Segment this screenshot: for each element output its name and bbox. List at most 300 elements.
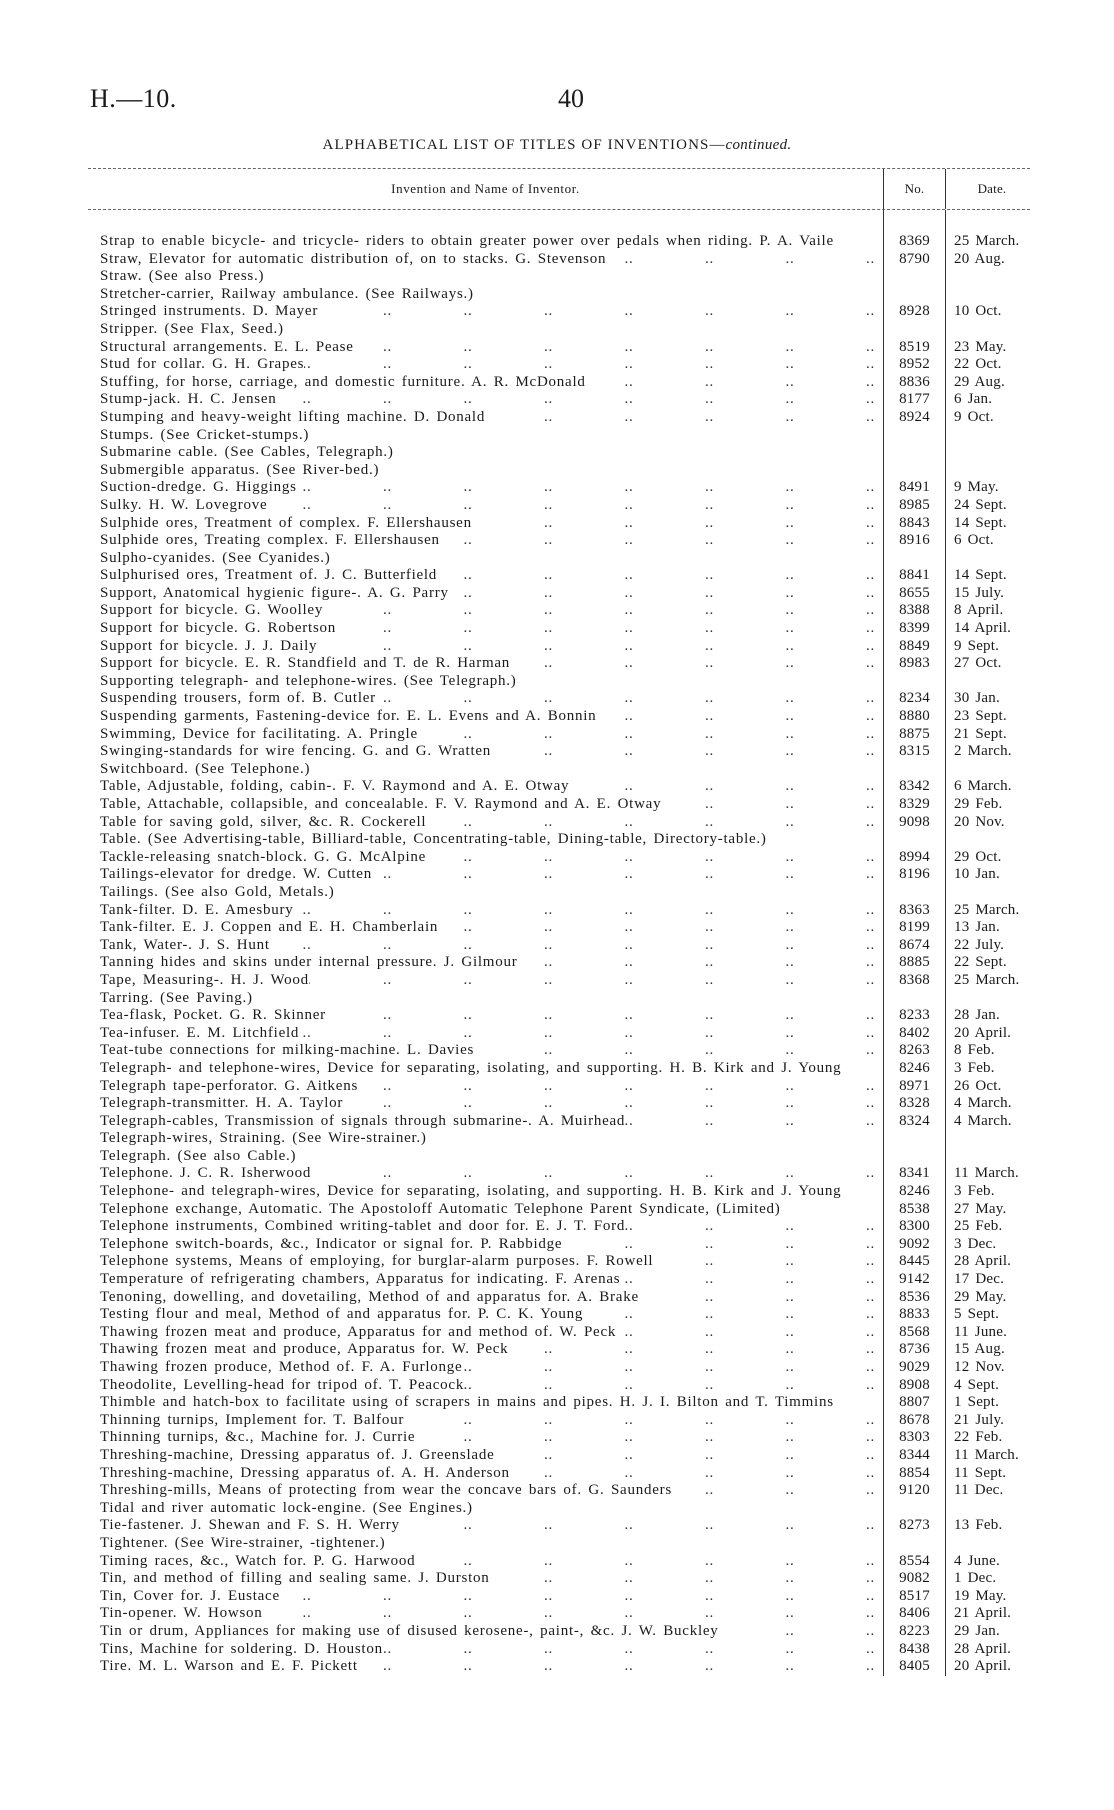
- patent-number: 8324: [883, 1113, 945, 1131]
- invention-title: Support for bicycle. G. Robertson: [100, 620, 337, 637]
- table-row: [88, 1553, 1030, 1571]
- invention-cell: [88, 1324, 883, 1342]
- application-date: 11 Dec.: [945, 1482, 1030, 1500]
- application-date: [945, 831, 1030, 849]
- dot-leader: [490, 1570, 876, 1588]
- invention-cell: [88, 409, 883, 427]
- patent-number: 8678: [883, 1412, 945, 1430]
- dot-leader: [400, 1517, 875, 1535]
- invention-cell: [88, 1042, 883, 1060]
- patent-number: 8885: [883, 954, 945, 972]
- application-date: 29 Oct.: [945, 849, 1030, 867]
- invention-title: Tidal and river automatic lock-engine. (See Engines.): [100, 1499, 473, 1516]
- patent-number: 8328: [883, 1095, 945, 1113]
- application-date: 20 April.: [945, 1658, 1030, 1676]
- application-date: [945, 1535, 1030, 1553]
- invention-title: Tire. M. L. Warson and E. F. Pickett: [100, 1658, 358, 1675]
- application-date: 3 Feb.: [945, 1183, 1030, 1201]
- invention-title: Tins, Machine for soldering. D. Houston: [100, 1640, 383, 1657]
- table-row: [88, 690, 1030, 708]
- dot-leader: [719, 1623, 875, 1641]
- invention-title: Straw. (See also Press.): [100, 268, 265, 285]
- table-row: [88, 655, 1030, 673]
- application-date: 14 April.: [945, 620, 1030, 638]
- patent-number: 8875: [883, 726, 945, 744]
- table-row: [88, 1218, 1030, 1236]
- application-date: 22 Feb.: [945, 1429, 1030, 1447]
- invention-title: Tank-filter. D. E. Amesbury: [100, 901, 294, 918]
- application-date: 28 Jan.: [945, 1007, 1030, 1025]
- application-date: 5 Sept.: [945, 1306, 1030, 1324]
- application-date: 28 April.: [945, 1253, 1030, 1271]
- invention-title: Sulphide ores, Treatment of complex. F. Ellershausen: [100, 514, 472, 531]
- dot-leader: [311, 1165, 875, 1183]
- patent-number: 8517: [883, 1588, 945, 1606]
- dot-leader: [562, 1236, 875, 1254]
- invention-title: Suspending garments, Fastening-device for. E. L. Evens and A. Bonnin: [100, 708, 597, 725]
- cross-reference-row: [88, 761, 1030, 779]
- application-date: 3 Feb.: [945, 1060, 1030, 1078]
- patent-number: 8854: [883, 1465, 945, 1483]
- invention-title: Tank, Water-. J. S. Hunt: [100, 936, 270, 953]
- patent-number: 8402: [883, 1025, 945, 1043]
- application-date: 6 March.: [945, 778, 1030, 796]
- patent-number: 8880: [883, 708, 945, 726]
- invention-title: Tank-filter. E. J. Coppen and E. H. Chamberlain: [100, 919, 439, 936]
- invention-cell: [88, 1570, 883, 1588]
- application-date: [945, 1148, 1030, 1166]
- dot-leader: [494, 1447, 875, 1465]
- cross-reference-row: [88, 444, 1030, 462]
- cross-reference-row: [88, 321, 1030, 339]
- invention-cell: [88, 286, 883, 304]
- patent-number: 8841: [883, 567, 945, 585]
- patent-number: 8924: [883, 409, 945, 427]
- dot-leader: [372, 866, 875, 884]
- dot-leader: [510, 655, 875, 673]
- invention-cell: [88, 550, 883, 568]
- invention-cell: [88, 761, 883, 779]
- application-date: 10 Jan.: [945, 866, 1030, 884]
- invention-title: Swinging-standards for wire fencing. G. and G. Wratten: [100, 743, 492, 760]
- cross-reference-row: [88, 268, 1030, 286]
- invention-title: Sulky. H. W. Lovegrove: [100, 496, 268, 513]
- invention-title: Tailings-elevator for dredge. W. Cutten: [100, 866, 372, 883]
- invention-cell: [88, 339, 883, 357]
- application-date: 20 Aug.: [945, 251, 1030, 269]
- dot-leader: [276, 391, 875, 409]
- invention-title: Tailings. (See also Gold, Metals.): [100, 883, 335, 900]
- invention-cell: [88, 902, 883, 920]
- table-row: [88, 1605, 1030, 1623]
- dot-leader: [472, 515, 875, 533]
- table-row: [88, 796, 1030, 814]
- invention-title: Switchboard. (See Telephone.): [100, 760, 311, 777]
- application-date: [945, 673, 1030, 691]
- invention-cell: [88, 532, 883, 550]
- patent-number: 9098: [883, 814, 945, 832]
- invention-title: Swimming, Device for facilitating. A. Pringle: [100, 725, 418, 742]
- dot-leader: [376, 690, 875, 708]
- patent-number: 8342: [883, 778, 945, 796]
- patent-number: 8538: [883, 1201, 945, 1219]
- invention-title: Submarine cable. (See Cables, Telegraph.): [100, 444, 394, 461]
- application-date: 4 March.: [945, 1095, 1030, 1113]
- application-date: 29 Jan.: [945, 1623, 1030, 1641]
- patent-number: 8971: [883, 1078, 945, 1096]
- application-date: [945, 1500, 1030, 1518]
- invention-cell: [88, 1535, 883, 1553]
- application-date: [945, 990, 1030, 1008]
- application-date: 9 Sept.: [945, 638, 1030, 656]
- invention-title: Telephone systems, Means of employing, for burglar-alarm purposes. F. Rowell: [100, 1253, 654, 1270]
- invention-title: Table, Attachable, collapsible, and concealable. F. V. Raymond and A. E. Otway: [100, 796, 662, 812]
- dot-leader: [508, 1341, 875, 1359]
- patent-number: 8994: [883, 849, 945, 867]
- page-number: 40: [558, 84, 584, 113]
- patent-number: [883, 427, 945, 445]
- dot-leader: [449, 585, 875, 603]
- invention-cell: [88, 1641, 883, 1659]
- dot-leader: [474, 1042, 875, 1060]
- patent-number: 8536: [883, 1289, 945, 1307]
- patent-number: [883, 286, 945, 304]
- patent-number: 9082: [883, 1570, 945, 1588]
- table-row: [88, 814, 1030, 832]
- application-date: 1 Dec.: [945, 1570, 1030, 1588]
- invention-cell: [88, 655, 883, 673]
- invention-title: Tin, Cover for. J. Eustace: [100, 1587, 280, 1604]
- invention-cell: [88, 620, 883, 638]
- table-row: [88, 1042, 1030, 1060]
- application-date: 22 Sept.: [945, 954, 1030, 972]
- patent-number: 8836: [883, 374, 945, 392]
- patent-number: 8985: [883, 497, 945, 515]
- table-row: [88, 374, 1030, 392]
- invention-cell: [88, 1482, 883, 1500]
- invention-cell: [88, 726, 883, 744]
- dot-leader: [358, 1658, 875, 1676]
- application-date: 21 Sept.: [945, 726, 1030, 744]
- invention-cell: [88, 1236, 883, 1254]
- dot-leader: [569, 778, 875, 796]
- invention-title: Temperature of refrigerating chambers, Apparatus for indicating. F. Arenas: [100, 1271, 621, 1288]
- invention-title: Support, Anatomical hygienic figure-. A. G. Parry: [100, 584, 449, 601]
- invention-cell: [88, 638, 883, 656]
- application-date: [945, 321, 1030, 339]
- invention-cell: [88, 1201, 883, 1219]
- patent-number: 8736: [883, 1341, 945, 1359]
- invention-title: Tenoning, dowelling, and dovetailing, Method of and apparatus for. A. Brake: [100, 1288, 639, 1305]
- application-date: 11 March.: [945, 1165, 1030, 1183]
- application-date: 11 March.: [945, 1447, 1030, 1465]
- dot-leader: [437, 567, 875, 585]
- table-row: [88, 954, 1030, 972]
- invention-title: Thawing frozen meat and produce, Apparatus for. W. Peck: [100, 1341, 509, 1358]
- cross-reference-row: [88, 1500, 1030, 1518]
- patent-number: [883, 462, 945, 480]
- invention-title: Telegraph-transmitter. H. A. Taylor: [100, 1095, 344, 1112]
- patent-number: 8849: [883, 638, 945, 656]
- application-date: 14 Sept.: [945, 515, 1030, 533]
- patent-number: [883, 550, 945, 568]
- patent-number: 8315: [883, 743, 945, 761]
- dot-leader: [323, 602, 875, 620]
- patent-number: 8843: [883, 515, 945, 533]
- invention-cell: [88, 1183, 883, 1201]
- invention-title: Telegraph tape-perforator. G. Aitkens: [100, 1077, 359, 1094]
- invention-title: Threshing-machine, Dressing apparatus of. J. Greenslade: [100, 1446, 495, 1463]
- dot-leader: [418, 726, 875, 744]
- dot-leader: [491, 743, 875, 761]
- invention-title: Telephone- and telegraph-wires, Device for separating, isolating, and supporting. H. B. Kirk and J. Young: [100, 1183, 842, 1200]
- invention-cell: [88, 374, 883, 392]
- invention-title: Telephone switch-boards, &c., Indicator or signal for. P. Rabbidge: [100, 1235, 563, 1252]
- dot-leader: [326, 1007, 875, 1025]
- application-date: 25 Feb.: [945, 1218, 1030, 1236]
- dot-leader: [263, 1605, 875, 1623]
- patent-number: 8655: [883, 585, 945, 603]
- invention-title: Suspending trousers, form of. B. Cutler: [100, 690, 376, 707]
- patent-number: 9029: [883, 1359, 945, 1377]
- patent-number: [883, 1500, 945, 1518]
- invention-cell: [88, 849, 883, 867]
- cross-reference-row: [88, 884, 1030, 902]
- column-header-invention: Invention and Name of Inventor.: [391, 181, 580, 196]
- invention-cell: [88, 1007, 883, 1025]
- patent-number: 8928: [883, 303, 945, 321]
- dot-leader: [280, 1588, 875, 1606]
- application-date: 17 Dec.: [945, 1271, 1030, 1289]
- invention-title: Testing flour and meal, Method of and apparatus for. P. C. K. Young: [100, 1306, 584, 1323]
- table-row: [88, 1025, 1030, 1043]
- page-title: [0, 137, 1114, 154]
- table-row: [88, 1394, 1030, 1412]
- application-date: 10 Oct.: [945, 303, 1030, 321]
- invention-cell: [88, 515, 883, 533]
- table-row: [88, 1078, 1030, 1096]
- table-row: [88, 532, 1030, 550]
- dot-leader: [620, 1271, 875, 1289]
- invention-cell: [88, 1130, 883, 1148]
- invention-cell: [88, 1113, 883, 1131]
- invention-cell: [88, 1623, 883, 1641]
- invention-cell: [88, 1253, 883, 1271]
- invention-title: Threshing-machine, Dressing apparatus of. A. H. Anderson: [100, 1464, 510, 1481]
- cross-reference-row: [88, 427, 1030, 445]
- table-row: [88, 339, 1030, 357]
- application-date: [945, 268, 1030, 286]
- patent-number: 8983: [883, 655, 945, 673]
- invention-title: Structural arrangements. E. L. Pease: [100, 338, 354, 355]
- dot-leader: [343, 1095, 875, 1113]
- cross-reference-row: [88, 1148, 1030, 1166]
- dot-leader: [304, 356, 875, 374]
- invention-cell: [88, 497, 883, 515]
- invention-cell: [88, 972, 883, 990]
- dot-leader: [297, 479, 875, 497]
- patent-number: 8177: [883, 391, 945, 409]
- invention-title: Submergible apparatus. (See River-bed.): [100, 461, 380, 478]
- patent-number: 8916: [883, 532, 945, 550]
- invention-cell: [88, 1377, 883, 1395]
- patent-number: 8199: [883, 919, 945, 937]
- dot-leader: [596, 708, 875, 726]
- table-row: [88, 849, 1030, 867]
- dot-leader: [438, 919, 875, 937]
- patent-number: [883, 444, 945, 462]
- application-date: 30 Jan.: [945, 690, 1030, 708]
- invention-cell: [88, 268, 883, 286]
- application-date: 8 April.: [945, 602, 1030, 620]
- invention-title: Telegraph. (See also Cable.): [100, 1147, 297, 1164]
- application-date: 27 Oct.: [945, 655, 1030, 673]
- patent-number: 8807: [883, 1394, 945, 1412]
- invention-title: Support for bicycle. J. J. Daily: [100, 637, 318, 654]
- dot-leader: [294, 902, 876, 920]
- dot-leader: [606, 251, 875, 269]
- dot-leader: [354, 339, 875, 357]
- table-row: [88, 1113, 1030, 1131]
- table-row: [88, 1289, 1030, 1307]
- invention-title: Telephone instruments, Combined writing-tablet and door for. E. J. T. Ford: [100, 1218, 626, 1235]
- application-date: 24 Sept.: [945, 497, 1030, 515]
- dot-leader: [661, 796, 875, 814]
- application-date: 19 May.: [945, 1588, 1030, 1606]
- patent-number: [883, 990, 945, 1008]
- dot-leader: [672, 1482, 875, 1500]
- invention-title: Tin, and method of filling and sealing same. J. Durston: [100, 1570, 490, 1587]
- invention-cell: [88, 954, 883, 972]
- table-row: [88, 778, 1030, 796]
- invention-cell: [88, 1447, 883, 1465]
- invention-title: Tanning hides and skins under internal pressure. J. Gilmour: [100, 954, 518, 971]
- invention-cell: [88, 1148, 883, 1166]
- application-date: [945, 286, 1030, 304]
- application-date: 21 April.: [945, 1605, 1030, 1623]
- patent-number: 8406: [883, 1605, 945, 1623]
- invention-title: Tape, Measuring-. H. J. Wood: [100, 971, 309, 988]
- invention-cell: [88, 673, 883, 691]
- invention-cell: [88, 1605, 883, 1623]
- invention-title: Sulphide ores, Treating complex. F. Ellershausen: [100, 532, 440, 549]
- patent-number: 8554: [883, 1553, 945, 1571]
- application-date: 22 Oct.: [945, 356, 1030, 374]
- invention-title: Stuffing, for horse, carriage, and domestic furniture. A. R. McDonald: [100, 373, 586, 390]
- invention-cell: [88, 1165, 883, 1183]
- invention-cell: [88, 585, 883, 603]
- invention-title: Thimble and hatch-box to facilitate using of scrapers in mains and pipes. H. J. I. Bilton and T. Timmins: [100, 1394, 834, 1411]
- invention-title: Thawing frozen produce, Method of. F. A. Furlonge: [100, 1359, 463, 1375]
- invention-cell: [88, 814, 883, 832]
- application-date: 25 March.: [945, 233, 1030, 251]
- dot-leader: [404, 1412, 875, 1430]
- dot-leader: [485, 409, 875, 427]
- patent-number: 8674: [883, 937, 945, 955]
- invention-cell: [88, 1025, 883, 1043]
- table-row: [88, 1377, 1030, 1395]
- table-row: [88, 1007, 1030, 1025]
- dot-leader: [336, 620, 875, 638]
- invention-title: Telegraph- and telephone-wires, Device for separating, isolating, and supporting. H. B. Kirk and J. Young: [100, 1059, 842, 1076]
- application-date: 4 Sept.: [945, 1377, 1030, 1395]
- table-row: [88, 479, 1030, 497]
- invention-title: Table for saving gold, silver, &c. R. Cockerell: [100, 813, 427, 830]
- patent-number: 8263: [883, 1042, 945, 1060]
- invention-title: Tin or drum, Appliances for making use of disused kerosene-, paint-, &c. J. W. Buckley: [100, 1622, 719, 1639]
- application-date: 11 June.: [945, 1324, 1030, 1342]
- dot-leader: [653, 1253, 875, 1271]
- invention-cell: [88, 1289, 883, 1307]
- table-row: [88, 1588, 1030, 1606]
- table-row: [88, 708, 1030, 726]
- column-header-date: Date.: [945, 169, 1030, 209]
- invention-title: Tea-flask, Pocket. G. R. Skinner: [100, 1007, 326, 1024]
- table-row: [88, 726, 1030, 744]
- invention-title: Tie-fastener. J. Shewan and F. S. H. Werry: [100, 1517, 400, 1534]
- invention-title: Suction-dredge. G. Higgings: [100, 479, 297, 496]
- patent-number: 8399: [883, 620, 945, 638]
- cross-reference-row: [88, 831, 1030, 849]
- dot-leader: [464, 1377, 875, 1395]
- application-date: 14 Sept.: [945, 567, 1030, 585]
- invention-cell: [88, 1412, 883, 1430]
- invention-cell: [88, 1306, 883, 1324]
- table-row: [88, 602, 1030, 620]
- patent-number: [883, 761, 945, 779]
- patent-number: 8246: [883, 1183, 945, 1201]
- application-date: [945, 444, 1030, 462]
- patent-number: 8445: [883, 1253, 945, 1271]
- patent-number: [883, 1535, 945, 1553]
- invention-cell: [88, 321, 883, 339]
- dot-leader: [639, 1289, 875, 1307]
- table-row: [88, 1060, 1030, 1078]
- table-header: [88, 169, 1030, 209]
- application-date: 9 Oct.: [945, 409, 1030, 427]
- patent-number: 8952: [883, 356, 945, 374]
- invention-cell: [88, 567, 883, 585]
- application-date: 1 Sept.: [945, 1394, 1030, 1412]
- application-date: 6 Jan.: [945, 391, 1030, 409]
- table-row: [88, 972, 1030, 990]
- application-date: [945, 462, 1030, 480]
- invention-title: Tarring. (See Paving.): [100, 989, 253, 1006]
- application-date: 23 Sept.: [945, 708, 1030, 726]
- invention-cell: [88, 1553, 883, 1571]
- patent-number: 8388: [883, 602, 945, 620]
- invention-cell: [88, 1218, 883, 1236]
- table-row: [88, 1236, 1030, 1254]
- table-row: [88, 1253, 1030, 1271]
- application-date: 20 Nov.: [945, 814, 1030, 832]
- cross-reference-row: [88, 1535, 1030, 1553]
- cross-reference-row: [88, 1130, 1030, 1148]
- patent-number: 8223: [883, 1623, 945, 1641]
- dot-leader: [586, 374, 875, 392]
- patent-number: 8246: [883, 1060, 945, 1078]
- cross-reference-row: [88, 550, 1030, 568]
- patent-number: [883, 1130, 945, 1148]
- table-row: [88, 902, 1030, 920]
- patent-number: [883, 673, 945, 691]
- invention-title: Supporting telegraph- and telephone-wires. (See Telegraph.): [100, 672, 517, 689]
- title-continued: continued.: [725, 137, 792, 153]
- table-row: [88, 1447, 1030, 1465]
- invention-cell: [88, 356, 883, 374]
- dot-leader: [583, 1306, 875, 1324]
- table-row: [88, 743, 1030, 761]
